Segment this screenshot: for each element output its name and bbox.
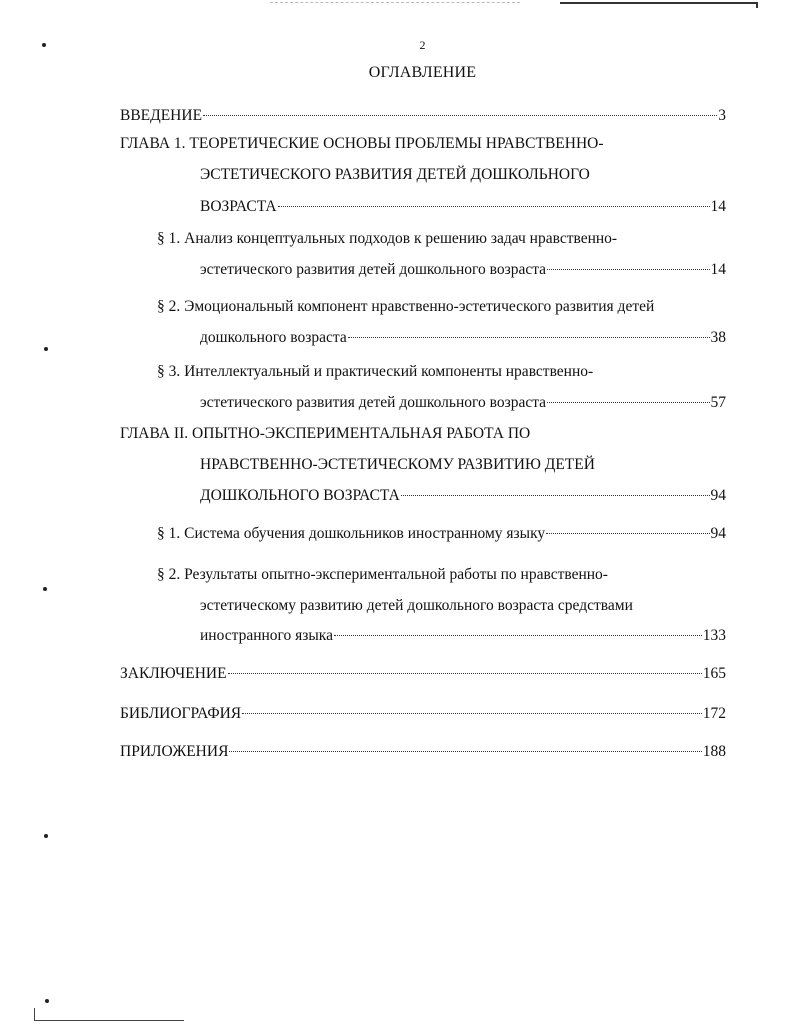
toc-section-1-3-line-1: § 3. Интеллектуальный и практический компоненты нравственно- bbox=[157, 363, 594, 380]
dot-leader bbox=[547, 269, 709, 270]
toc-entry-page: 172 bbox=[702, 705, 726, 722]
toc-entry-appendices[interactable] bbox=[120, 742, 726, 762]
scan-dot bbox=[44, 834, 48, 838]
toc-entry-section-2-1[interactable] bbox=[157, 524, 726, 544]
toc-chapter-2-line-2: НРАВСТВЕННО-ЭСТЕТИЧЕСКОМУ РАЗВИТИЮ ДЕТЕЙ bbox=[200, 456, 595, 473]
dot-leader bbox=[228, 673, 702, 674]
toc-entry-text: ПРИЛОЖЕНИЯ bbox=[120, 743, 229, 760]
scan-edge-dash-top bbox=[270, 2, 520, 3]
toc-entry-section-2-2[interactable] bbox=[200, 626, 726, 646]
toc-entry-page: 165 bbox=[702, 665, 726, 682]
dot-leader bbox=[546, 533, 709, 534]
toc-entry-bibliography[interactable] bbox=[120, 704, 726, 724]
toc-entry-text: эстетического развития детей дошкольного возраста bbox=[200, 394, 547, 411]
toc-chapter-1-line-1: ГЛАВА 1. ТЕОРЕТИЧЕСКИЕ ОСНОВЫ ПРОБЛЕМЫ НРАВСТВЕННО- bbox=[120, 135, 604, 152]
toc-entry-text: иностранного языка bbox=[200, 627, 333, 644]
toc-section-2-2-line-2: эстетическому развитию детей дошкольного возраста средствами bbox=[200, 597, 633, 614]
dot-leader bbox=[203, 115, 717, 116]
toc-entry-text: § 1. Система обучения дошкольников иностранному языку bbox=[157, 525, 546, 542]
toc-entry-page: 14 bbox=[710, 198, 726, 215]
toc-entry-conclusion[interactable] bbox=[120, 664, 726, 684]
toc-title: ОГЛАВЛЕНИЕ bbox=[368, 64, 477, 81]
dot-leader bbox=[242, 713, 702, 714]
dot-leader bbox=[348, 337, 710, 338]
scan-edge-line-bottom bbox=[34, 1020, 184, 1021]
toc-section-1-1-line-1: § 1. Анализ концептуальных подходов к решению задач нравственно- bbox=[157, 230, 618, 247]
toc-entry-page: 57 bbox=[710, 394, 726, 411]
toc-entry-text: БИБЛИОГРАФИЯ bbox=[120, 705, 242, 722]
scan-dot bbox=[43, 587, 47, 591]
toc-entry-chapter-2[interactable] bbox=[200, 486, 726, 506]
scan-edge-corner-top bbox=[756, 2, 758, 8]
scan-edge-corner-bottom bbox=[34, 1008, 35, 1021]
dot-leader bbox=[278, 206, 710, 207]
toc-entry-text: эстетического развития детей дошкольного возраста bbox=[200, 261, 547, 278]
toc-entry-page: 133 bbox=[702, 627, 726, 644]
page-number: 2 bbox=[419, 38, 426, 52]
scan-dot bbox=[44, 347, 48, 351]
toc-entry-text: ВВЕДЕНИЕ bbox=[120, 107, 203, 124]
toc-entry-page: 188 bbox=[702, 743, 726, 760]
dot-leader bbox=[229, 751, 701, 752]
toc-entry-section-1-2[interactable] bbox=[200, 328, 726, 348]
toc-entry-intro[interactable] bbox=[120, 106, 726, 126]
toc-entry-text: ЗАКЛЮЧЕНИЕ bbox=[120, 665, 227, 682]
dot-leader bbox=[334, 635, 702, 636]
toc-entry-page: 14 bbox=[710, 261, 726, 278]
scan-edge-line-top bbox=[560, 2, 758, 4]
toc-entry-text: ВОЗРАСТА bbox=[200, 198, 277, 215]
toc-entry-text: ДОШКОЛЬНОГО ВОЗРАСТА bbox=[200, 487, 400, 504]
dot-leader bbox=[401, 495, 710, 496]
toc-section-1-2-line-1: § 2. Эмоциональный компонент нравственно-эстетического развития детей bbox=[157, 298, 655, 315]
toc-entry-section-1-3[interactable] bbox=[200, 393, 726, 413]
toc-entry-page: 94 bbox=[710, 487, 726, 504]
toc-entry-section-1-1[interactable] bbox=[200, 260, 726, 280]
toc-entry-page: 38 bbox=[710, 329, 726, 346]
toc-entry-chapter-1[interactable] bbox=[200, 197, 726, 217]
toc-entry-page: 94 bbox=[710, 525, 726, 542]
toc-chapter-1-line-2: ЭСТЕТИЧЕСКОГО РАЗВИТИЯ ДЕТЕЙ ДОШКОЛЬНОГО bbox=[200, 166, 590, 183]
toc-section-2-2-line-1: § 2. Результаты опытно-экспериментальной работы по нравственно- bbox=[157, 566, 608, 583]
toc-chapter-2-line-1: ГЛАВА II. ОПЫТНО-ЭКСПЕРИМЕНТАЛЬНАЯ РАБОТА ПО bbox=[120, 425, 531, 442]
dot-leader bbox=[547, 402, 709, 403]
toc-entry-page: 3 bbox=[718, 107, 726, 124]
scan-dot bbox=[45, 999, 49, 1003]
toc-entry-text: дошкольного возраста bbox=[200, 329, 347, 346]
